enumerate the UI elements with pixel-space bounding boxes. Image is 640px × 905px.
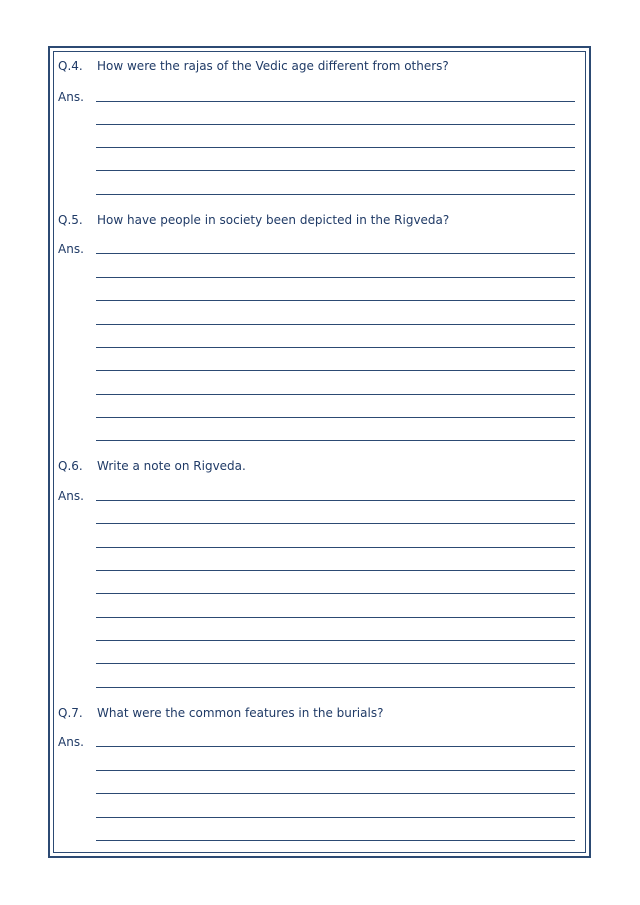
- question-number: Q.7.: [58, 706, 83, 720]
- question-number: Q.5.: [58, 213, 83, 227]
- answer-line[interactable]: [96, 640, 575, 641]
- answer-line[interactable]: [96, 347, 575, 348]
- question-text: Write a note on Rigveda.: [97, 459, 246, 473]
- answer-line[interactable]: [96, 277, 575, 278]
- answer-line[interactable]: [96, 324, 575, 325]
- answer-line[interactable]: [96, 663, 575, 664]
- page-border: [48, 46, 591, 858]
- question-text: How have people in society been depicted in the Rigveda?: [97, 213, 450, 227]
- answer-line[interactable]: [96, 770, 575, 771]
- answer-line[interactable]: [96, 746, 575, 747]
- answer-label: Ans.: [58, 242, 84, 256]
- answer-line[interactable]: [96, 547, 575, 548]
- answer-line[interactable]: [96, 253, 575, 254]
- answer-line[interactable]: [96, 440, 575, 441]
- answer-line[interactable]: [96, 394, 575, 395]
- answer-line[interactable]: [96, 500, 575, 501]
- answer-label: Ans.: [58, 90, 84, 104]
- answer-line[interactable]: [96, 417, 575, 418]
- answer-line[interactable]: [96, 170, 575, 171]
- answer-line[interactable]: [96, 817, 575, 818]
- answer-line[interactable]: [96, 147, 575, 148]
- answer-line[interactable]: [96, 101, 575, 102]
- answer-label: Ans.: [58, 489, 84, 503]
- question-number: Q.4.: [58, 59, 83, 73]
- answer-line[interactable]: [96, 570, 575, 571]
- question-text: What were the common features in the burials?: [97, 706, 384, 720]
- answer-line[interactable]: [96, 793, 575, 794]
- answer-line[interactable]: [96, 300, 575, 301]
- answer-line[interactable]: [96, 523, 575, 524]
- answer-line[interactable]: [96, 593, 575, 594]
- answer-line[interactable]: [96, 124, 575, 125]
- page-border-inner: [53, 51, 586, 853]
- question-text: How were the rajas of the Vedic age different from others?: [97, 59, 449, 73]
- question-number: Q.6.: [58, 459, 83, 473]
- answer-line[interactable]: [96, 370, 575, 371]
- answer-line[interactable]: [96, 617, 575, 618]
- answer-line[interactable]: [96, 687, 575, 688]
- answer-line[interactable]: [96, 194, 575, 195]
- answer-label: Ans.: [58, 735, 84, 749]
- answer-line[interactable]: [96, 840, 575, 841]
